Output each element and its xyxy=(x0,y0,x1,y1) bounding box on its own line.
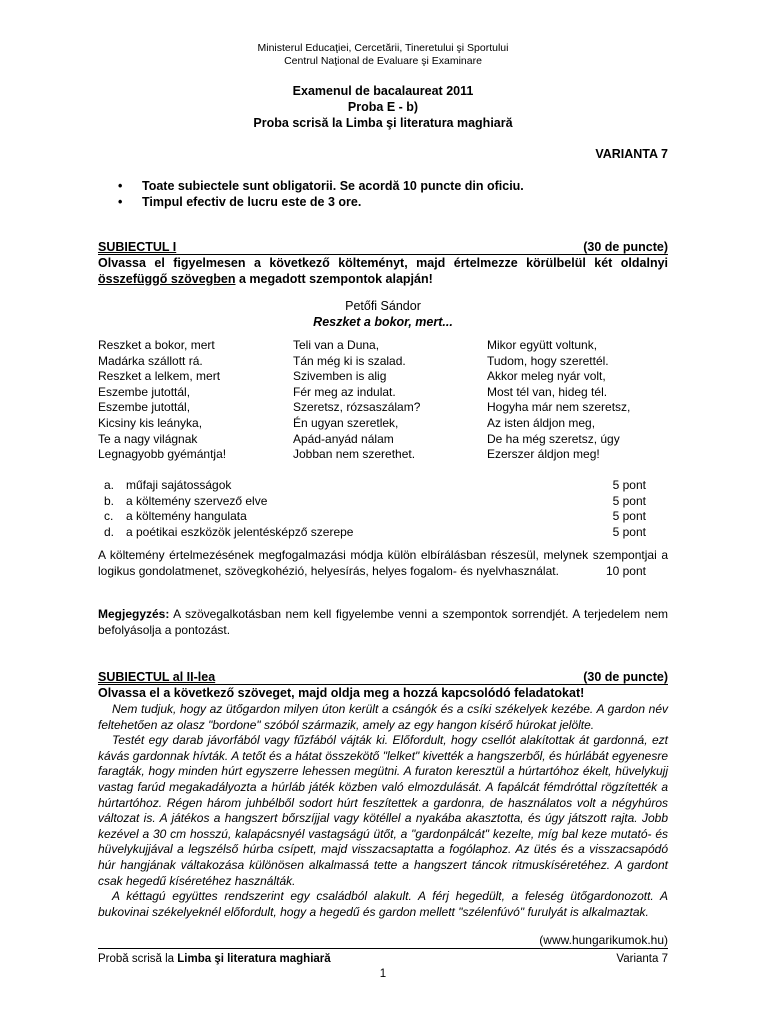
rule-item: • Timpul efectiv de lucru este de 3 ore. xyxy=(118,195,362,209)
poem-author: Petőfi Sándor xyxy=(345,299,421,313)
criteria-list xyxy=(98,478,668,540)
page-footer xyxy=(98,948,668,965)
footer-left: Probă scrisă la Limba şi literatura maghiară xyxy=(98,953,331,965)
poem-line: Fér meg az indulat. xyxy=(293,384,396,399)
criteria-item: b. a költemény szervező elve 5 pont xyxy=(104,493,646,508)
ministry-name: Ministerul Educaţiei, Cercetării, Tineretului şi Sportului xyxy=(257,42,509,54)
section1-instruction: Olvassa el figyelmesen a következő költeményt, majd értelmezze körülbelül két oldalnyi összefüggő szövegben a megadott szempontok alapján! xyxy=(98,256,668,286)
center-name: Centrul Naţional de Evaluare şi Examinare xyxy=(284,55,482,67)
page-number: 1 xyxy=(379,968,387,980)
poem-line: Én ugyan szeretlek, xyxy=(293,415,399,430)
poem-line: Hogyha már nem szeretsz, xyxy=(487,400,631,415)
poem-heading xyxy=(98,298,668,330)
poem-line: Reszket a bokor, mert xyxy=(98,338,215,352)
note-paragraph: Megjegyzés: A szövegalkotásban nem kell figyelembe venni a szempontok sorrendjét. A terjedelem nem befolyásolja a pontozást. xyxy=(98,607,668,637)
poem-stanza-1 xyxy=(98,338,226,463)
poem-line: Legnagyobb gyémántja! xyxy=(98,447,227,462)
exam-title: Examenul de bacalaureat 2011 xyxy=(292,84,474,98)
bullet-icon: • xyxy=(118,179,123,193)
section1-heading xyxy=(98,240,668,255)
criteria-item: c. a költemény hangulata 5 pont xyxy=(104,509,646,524)
evaluation-points: 10 pont xyxy=(605,563,646,578)
poem-line: Madárka szállott rá. xyxy=(98,353,203,368)
variant-label: VARIANTA 7 xyxy=(595,147,668,161)
poem-line: Ezerszer áldjon meg! xyxy=(487,447,600,462)
reading-paragraph: Nem tudjuk, hogy az ütőgardon milyen úton került a csángók és a csíki székelyek kezébe. A gardon név feltehetően az olasz "bordone" szóból származik, amely az egy hangon kísérő húrokat jelölte. xyxy=(98,702,668,732)
exam-proba: Proba E - b) xyxy=(347,100,419,114)
section2-label: SUBIECTUL al II-lea xyxy=(98,670,216,684)
criteria-item: a. műfaji sajátosságok 5 pont xyxy=(104,478,646,492)
poem-line: Akkor meleg nyár volt, xyxy=(487,369,606,384)
footer-variant: Varianta 7 xyxy=(616,953,668,965)
poem-line: Mikor együtt voltunk, xyxy=(487,338,598,352)
section2-instruction: Olvassa el a következő szöveget, majd oldja meg a hozzá kapcsolódó feladatokat! xyxy=(98,686,585,700)
criteria-item: d. a poétikai eszközök jelentésképző szerepe 5 pont xyxy=(104,524,646,539)
source-citation: (www.hungarikumok.hu) xyxy=(539,933,668,947)
exam-title-block xyxy=(98,83,668,131)
section2-points: (30 de puncte) xyxy=(583,670,668,684)
reading-text xyxy=(98,702,668,920)
evaluation-paragraph: A költemény értelmezésének megfogalmazási módja külön elbírálásban részesül, melynek szempontjai a logikus gondolatmenet, szövegkohézió, helyesírás, helyes fogalom- és nyelvhasználat. 10 pont xyxy=(98,548,668,578)
poem-stanza-3 xyxy=(487,338,630,463)
reading-paragraph: A kéttagú együttes rendszerint egy családból alakult. A férj hegedült, a feleség ütőgardonozott. A bukovinai székelyeknél előfordult, hogy a hegedű és gardon mellett "szélenfúvó" furulyát is alkalmaztak. xyxy=(98,889,668,919)
poem-line: Tán még ki is szalad. xyxy=(293,353,406,368)
poem-line: Te a nagy világnak xyxy=(98,431,198,446)
section1-points: (30 de puncte) xyxy=(583,240,668,254)
poem-title: Reszket a bokor, mert... xyxy=(313,315,453,329)
note-label: Megjegyzés: xyxy=(98,607,170,621)
poem-line: Eszembe jutottál, xyxy=(98,384,191,399)
poem-line: Tudom, hogy szerettél. xyxy=(487,353,609,368)
poem-line: Apád-anyád nálam xyxy=(293,431,394,446)
poem-line: Most tél van, hideg tél. xyxy=(487,384,608,399)
document-header xyxy=(98,42,668,68)
poem-line: Reszket a lelkem, mert xyxy=(98,369,221,384)
poem-line: Kicsiny kis leányka, xyxy=(98,415,203,430)
poem-line: Jobban nem szerethet. xyxy=(293,447,416,462)
exam-subject: Proba scrisă la Limba şi literatura maghiară xyxy=(253,116,513,130)
poem-line: De ha még szeretsz, úgy xyxy=(487,431,620,446)
poem-line: Az isten áldjon meg, xyxy=(487,415,596,430)
poem-line: Eszembe jutottál, xyxy=(98,400,191,415)
section1-label: SUBIECTUL I xyxy=(98,240,177,254)
bullet-icon: • xyxy=(118,195,123,209)
rule-item: • Toate subiectele sunt obligatorii. Se acordă 10 puncte din oficiu. xyxy=(118,179,524,193)
reading-paragraph: Testét egy darab jávorfából vagy fűzfából vájták ki. Előfordult, hogy csellót alakítottak át gardonná, ezt kávás gardonnak hívták. A tetőt és a hátat összekötő "lelket" kivették a hangszerből, és húrlábát egyenesre faragták, hogy minden húrt egyszerre lehessen megütni. A furaton keresztül a húrtartóhoz ékelt, hüvelykujj vastag farúd megakadályozta a húrláb játék közben való elmozdulását. A fapálcát fémdróttal rögzítették a húrtartóhoz. Régen három juhbélből sodort húrt feszítettek a gardonra, de használatos volt a négyhúros változat is. A játékos a hangszert bőrszíjjal vagy kötéllel a nyakába akasztotta, és úgy játszott rajta. Jobb kezével a 30 cm hosszú, kalapácsnyél vastagságú ütőt, a "gardonpálcát" kezelte, míg bal keze mutató- és hüvelykujjával a legszélső húrba csípett, majd visszacsaptatta a fogólaphoz. Az ütés és a visszacsapódó húr hangjának váltakozása különösen alkalmassá tette a hangszert táncok ritmuskíséretéhez. A gardont csak hegedű kíséretéhez használták. xyxy=(98,733,668,888)
poem-stanza-2 xyxy=(293,338,420,463)
poem-line: Szivemben is alig xyxy=(293,369,387,384)
poem-line: Teli van a Duna, xyxy=(293,338,380,352)
rules-list xyxy=(118,178,524,210)
section2-heading xyxy=(98,670,668,685)
poem-line: Szeretsz, rózsaszálam? xyxy=(293,400,421,415)
